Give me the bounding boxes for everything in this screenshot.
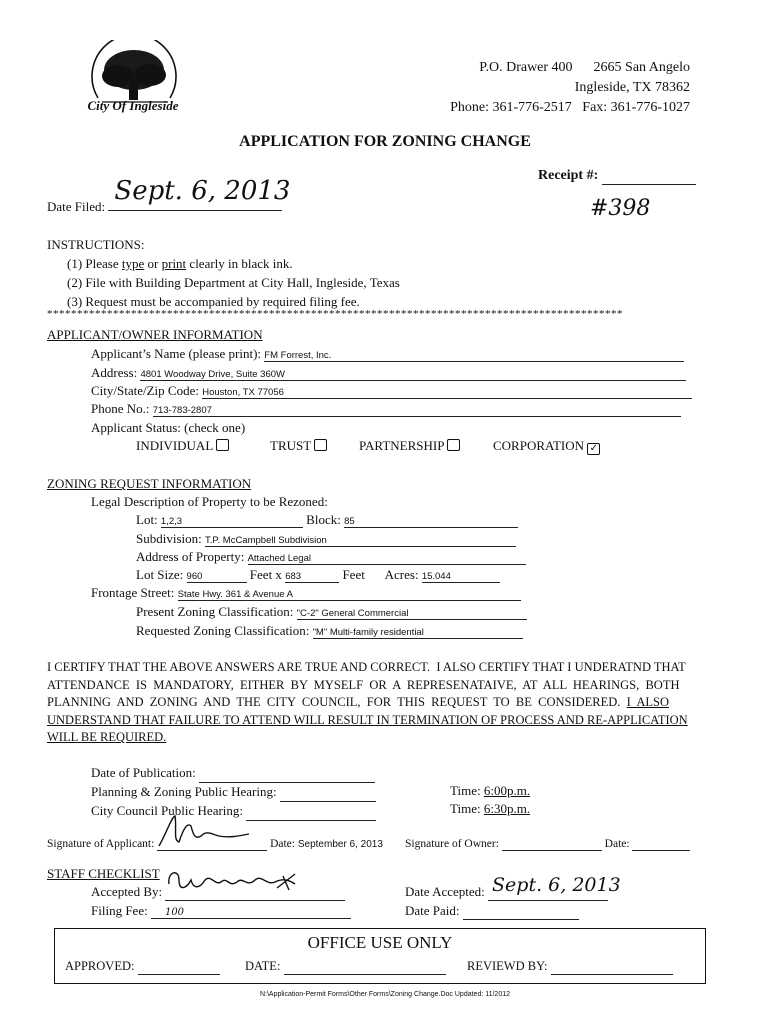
owner-signature-label: Signature of Owner:: [405, 838, 499, 850]
present-zoning-field[interactable]: "C-2" General Commercial: [297, 608, 527, 620]
council-time-row: [450, 800, 530, 818]
applicant-signature-field[interactable]: [157, 838, 267, 851]
date-accepted-field[interactable]: [488, 874, 621, 901]
instructions-heading: INSTRUCTIONS:: [47, 237, 145, 252]
address-line-1: P.O. Drawer 400 2665 San Angelo: [479, 60, 690, 75]
requested-zoning-row: [136, 623, 523, 639]
lot-depth-field[interactable]: 683: [285, 571, 339, 583]
applicant-address-row: [91, 365, 686, 381]
date-filed-label: Date Filed:: [47, 199, 106, 214]
page-title: APPLICATION FOR ZONING CHANGE: [239, 133, 531, 150]
status-partnership-label: PARTNERSHIP: [359, 438, 444, 453]
applicant-address-field[interactable]: 4801 Woodway Drive, Suite 360W: [140, 369, 686, 381]
subdivision-label: Subdivision:: [136, 531, 202, 546]
applicant-city-row: [91, 383, 692, 399]
applicant-phone-field[interactable]: 713-783-2807: [153, 405, 681, 417]
instruction-1: (1) Please type or print clearly in black ink.: [67, 256, 293, 271]
property-address-row: [136, 549, 526, 565]
logo-lettering: City Of Ingleside: [87, 98, 179, 113]
legal-description-label: Legal Description of Property to be Rezoned:: [91, 494, 328, 509]
address-line-2: Ingleside, TX 78362: [574, 80, 690, 95]
owner-date-label: Date:: [604, 838, 630, 850]
office-date-field[interactable]: [284, 959, 446, 975]
lot-label: Lot:: [136, 512, 158, 527]
status-individual-checkbox[interactable]: [216, 439, 229, 451]
subdivision-field[interactable]: T.P. McCampbell Subdivision: [205, 535, 516, 547]
applicant-name-label: Applicant’s Name (please print):: [91, 346, 262, 361]
certify-line-5: WILL BE REQUIRED.: [47, 730, 167, 744]
accepted-by-row: [91, 884, 345, 901]
applicant-signature-row: [47, 838, 383, 851]
approved-label: APPROVED:: [65, 959, 135, 973]
receipt-field[interactable]: [602, 168, 696, 185]
frontage-label: Frontage Street:: [91, 585, 175, 600]
subdivision-row: [136, 531, 516, 547]
requested-zoning-label: Requested Zoning Classification:: [136, 623, 310, 638]
frontage-row: [91, 585, 521, 601]
date-filed-handwritten: Sept. 6, 2013: [114, 176, 291, 206]
applicant-phone-label: Phone No.:: [91, 401, 150, 416]
lot-width-field[interactable]: 960: [187, 571, 247, 583]
publication-field[interactable]: [199, 764, 375, 783]
staff-checklist-heading: STAFF CHECKLIST: [47, 866, 160, 881]
council-hearing-field[interactable]: [246, 802, 376, 821]
block-field[interactable]: 85: [344, 516, 518, 528]
footer-file-path: N:\Application-Permit Forms\Other Forms\Zoning Change.Doc Updated: 11/2012: [259, 991, 511, 998]
instruction-2: (2) File with Building Department at City Hall, Ingleside, Texas: [67, 275, 400, 290]
lot-size-label: Lot Size:: [136, 567, 184, 582]
block-label: Block:: [306, 512, 341, 527]
instruction-3: (3) Request must be accompanied by required filing fee.: [67, 294, 360, 309]
applicant-name-field[interactable]: FM Forrest, Inc.: [264, 350, 684, 362]
filing-fee-field[interactable]: 100: [151, 907, 351, 919]
applicant-name-row: [91, 346, 684, 362]
receipt-label: Receipt #:: [538, 168, 599, 183]
pz-time-row: [450, 782, 530, 800]
publication-label: Date of Publication:: [91, 765, 196, 780]
reviewed-label: REVIEWD BY:: [467, 959, 548, 973]
address-line-3: Phone: 361-776-2517 Fax: 361-776-1027: [450, 100, 690, 115]
applicant-signature-scribble-icon: [153, 812, 253, 852]
present-zoning-row: [136, 604, 527, 620]
approved-field[interactable]: [138, 959, 220, 975]
date-paid-label: Date Paid:: [405, 903, 460, 918]
pz-time-value[interactable]: 6:00p.m.: [483, 783, 531, 798]
council-time-label: Time:: [450, 801, 481, 816]
applicant-signature-label: Signature of Applicant:: [47, 838, 155, 850]
certify-line-3: PLANNING AND ZONING AND THE CITY COUNCIL, FOR THIS REQUEST TO BE CONSIDERED. I ALSO: [47, 695, 670, 709]
feet-x-label: Feet x: [249, 567, 282, 582]
status-partnership-checkbox[interactable]: [447, 439, 460, 451]
applicant-phone-row: [91, 401, 681, 417]
lot-size-row: [136, 567, 500, 583]
owner-date-field[interactable]: [632, 838, 690, 851]
frontage-field[interactable]: State Hwy. 361 & Avenue A: [178, 589, 521, 601]
status-corporation-checkbox[interactable]: ✓: [587, 443, 600, 455]
receipt-number-handwritten: #398: [590, 196, 651, 221]
publication-row: [91, 764, 376, 783]
pz-hearing-label: Planning & Zoning Public Hearing:: [91, 784, 277, 799]
status-option-individual[interactable]: [136, 438, 229, 454]
date-accepted-handwritten: Sept. 6, 2013: [492, 874, 621, 896]
pz-hearing-row: [91, 783, 376, 802]
status-individual-label: INDIVIDUAL: [136, 438, 213, 453]
office-date-row: [245, 959, 446, 975]
filing-fee-label: Filing Fee:: [91, 903, 148, 918]
accepted-by-label: Accepted By:: [91, 884, 163, 899]
reviewed-field[interactable]: [551, 959, 673, 975]
status-option-corporation[interactable]: [493, 438, 600, 455]
certify-line-4: UNDERSTAND THAT FAILURE TO ATTEND WILL RESULT IN TERMINATION OF PROCESS AND RE-APPLICATION: [47, 712, 688, 727]
reviewed-row: [467, 959, 673, 975]
approved-row: [65, 959, 220, 975]
certify-line-2: ATTENDANCE IS MANDATORY, EITHER BY MYSELF OR A REPRESENATAIVE, AT ALL HEARINGS, BOTH: [47, 677, 680, 692]
applicant-city-label: City/State/Zip Code:: [91, 383, 199, 398]
instructions: [47, 235, 400, 311]
property-address-label: Address of Property:: [136, 549, 245, 564]
date-paid-row: [405, 903, 579, 920]
date-accepted-label: Date Accepted:: [405, 884, 485, 899]
owner-signature-row: [405, 838, 690, 851]
certify-line-1: I CERTIFY THAT THE ABOVE ANSWERS ARE TRUE AND CORRECT. I ALSO CERTIFY THAT I UNDERATND THAT: [47, 660, 686, 674]
status-trust-label: TRUST: [270, 438, 311, 453]
zoning-section-heading: ZONING REQUEST INFORMATION: [47, 476, 252, 491]
city-address-block: [400, 58, 690, 118]
applicant-section-heading: APPLICANT/OWNER INFORMATION: [47, 327, 263, 342]
date-filed-row: [47, 176, 291, 215]
applicant-date-label: Date:: [270, 838, 295, 850]
applicant-address-label: Address:: [91, 365, 138, 380]
applicant-status-label: Applicant Status: (check one): [91, 420, 246, 435]
office-date-label: DATE:: [245, 959, 281, 973]
council-time-value[interactable]: 6:30p.m.: [483, 801, 531, 816]
pz-time-label: Time:: [450, 783, 481, 798]
office-use-box: [54, 928, 706, 984]
accepted-by-field[interactable]: [165, 884, 345, 901]
property-address-field[interactable]: Attached Legal: [248, 553, 526, 565]
status-option-trust[interactable]: [270, 438, 327, 454]
owner-signature-field[interactable]: [502, 838, 602, 851]
status-option-partnership[interactable]: [359, 438, 460, 454]
council-hearing-label: City Council Public Hearing:: [91, 803, 244, 818]
hearing-times: [450, 782, 530, 818]
acres-field[interactable]: 15.044: [422, 571, 500, 583]
city-logo: [58, 40, 208, 120]
certification-paragraph: [47, 659, 707, 747]
lot-field[interactable]: 1,2,3: [161, 516, 303, 528]
office-use-heading: OFFICE USE ONLY: [307, 933, 453, 952]
feet-label: Feet: [342, 567, 365, 582]
applicant-date-value[interactable]: September 6, 2013: [297, 839, 383, 850]
acres-label: Acres:: [384, 567, 419, 582]
status-corporation-label: CORPORATION: [493, 438, 585, 453]
date-paid-field[interactable]: [463, 903, 579, 920]
status-trust-checkbox[interactable]: [314, 439, 327, 451]
receipt-row: [538, 168, 696, 185]
applicant-city-field[interactable]: Houston, TX 77056: [202, 387, 692, 399]
asterisk-separator: ************************************************************************************************: [47, 308, 623, 320]
pz-hearing-field[interactable]: [280, 783, 376, 802]
date-filed-field[interactable]: [108, 176, 291, 211]
staff-signature-scribble-icon: [165, 866, 315, 898]
filing-fee-row: [91, 903, 351, 919]
requested-zoning-field[interactable]: "M" Multi-family residential: [313, 627, 523, 639]
present-zoning-label: Present Zoning Classification:: [136, 604, 294, 619]
lot-block-row: [136, 512, 518, 528]
date-accepted-row: [405, 874, 621, 901]
